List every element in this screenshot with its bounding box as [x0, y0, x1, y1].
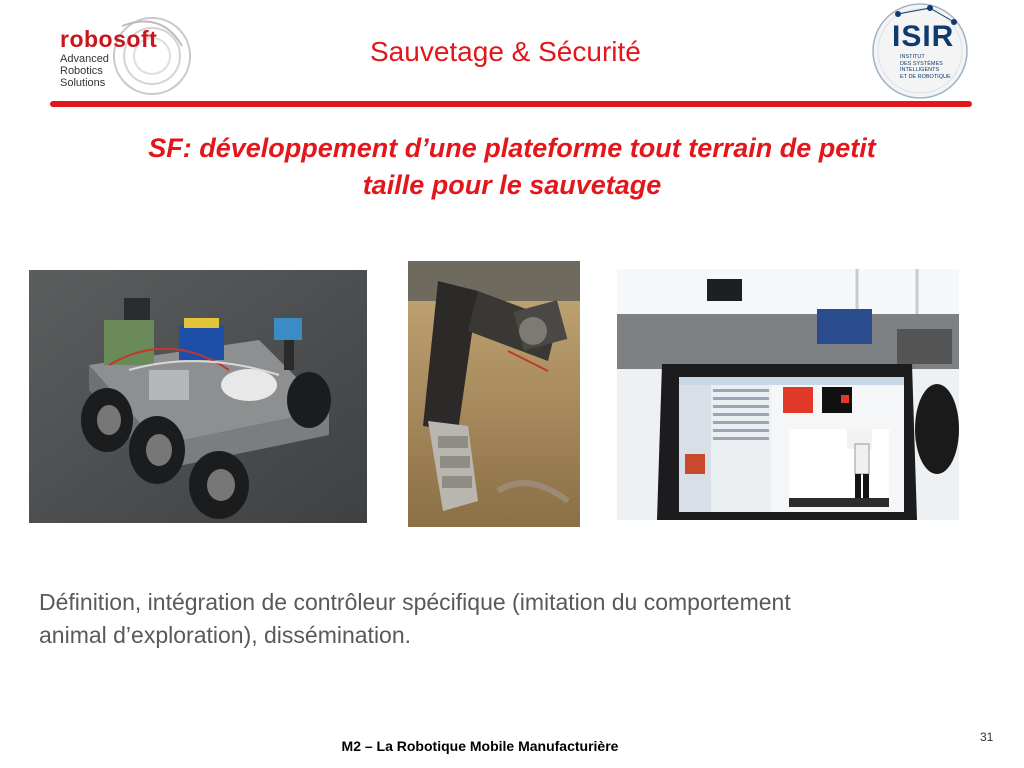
robosoft-tagline-2: Robotics [60, 65, 103, 77]
slide-subtitle-line-1: SF: développement d’une plateforme tout terrain de petit [148, 133, 876, 163]
robotic-arm-photo [408, 261, 580, 527]
footer-text: M2 – La Robotique Mobile Manufacturière [341, 738, 619, 754]
robosoft-tagline-3: Solutions [60, 77, 106, 89]
isir-subtitle-line-1: INSTITUT [900, 54, 925, 60]
isir-subtitle-line-4: ET DE ROBOTIQUE [900, 73, 951, 80]
robosoft-wordmark: robosoft [60, 26, 158, 52]
rover-robot-photo [29, 270, 367, 523]
robosoft-tagline-1: Advanced [60, 53, 109, 65]
isir-logo [868, 0, 972, 102]
robosoft-logo [52, 6, 197, 98]
isir-wordmark: ISIR [892, 20, 955, 53]
isir-subtitle-line-2: DES SYSTÈMES [900, 60, 943, 67]
slide-subtitle [24, 130, 1000, 204]
laptop-screen-photo [617, 269, 959, 520]
page-number: 31 [980, 730, 994, 744]
body-text: Définition, intégration de contrôleur spécifique (imitation du comportement animal d’exploration), dissémination. [39, 589, 791, 648]
slide-subtitle-line-2: taille pour le sauvetage [362, 170, 662, 200]
header-title: Sauvetage & Sécurité [370, 36, 641, 67]
header-divider [50, 101, 972, 107]
isir-subtitle-line-3: INTELLIGENTS [900, 67, 940, 73]
isir-subtitle [900, 54, 951, 80]
